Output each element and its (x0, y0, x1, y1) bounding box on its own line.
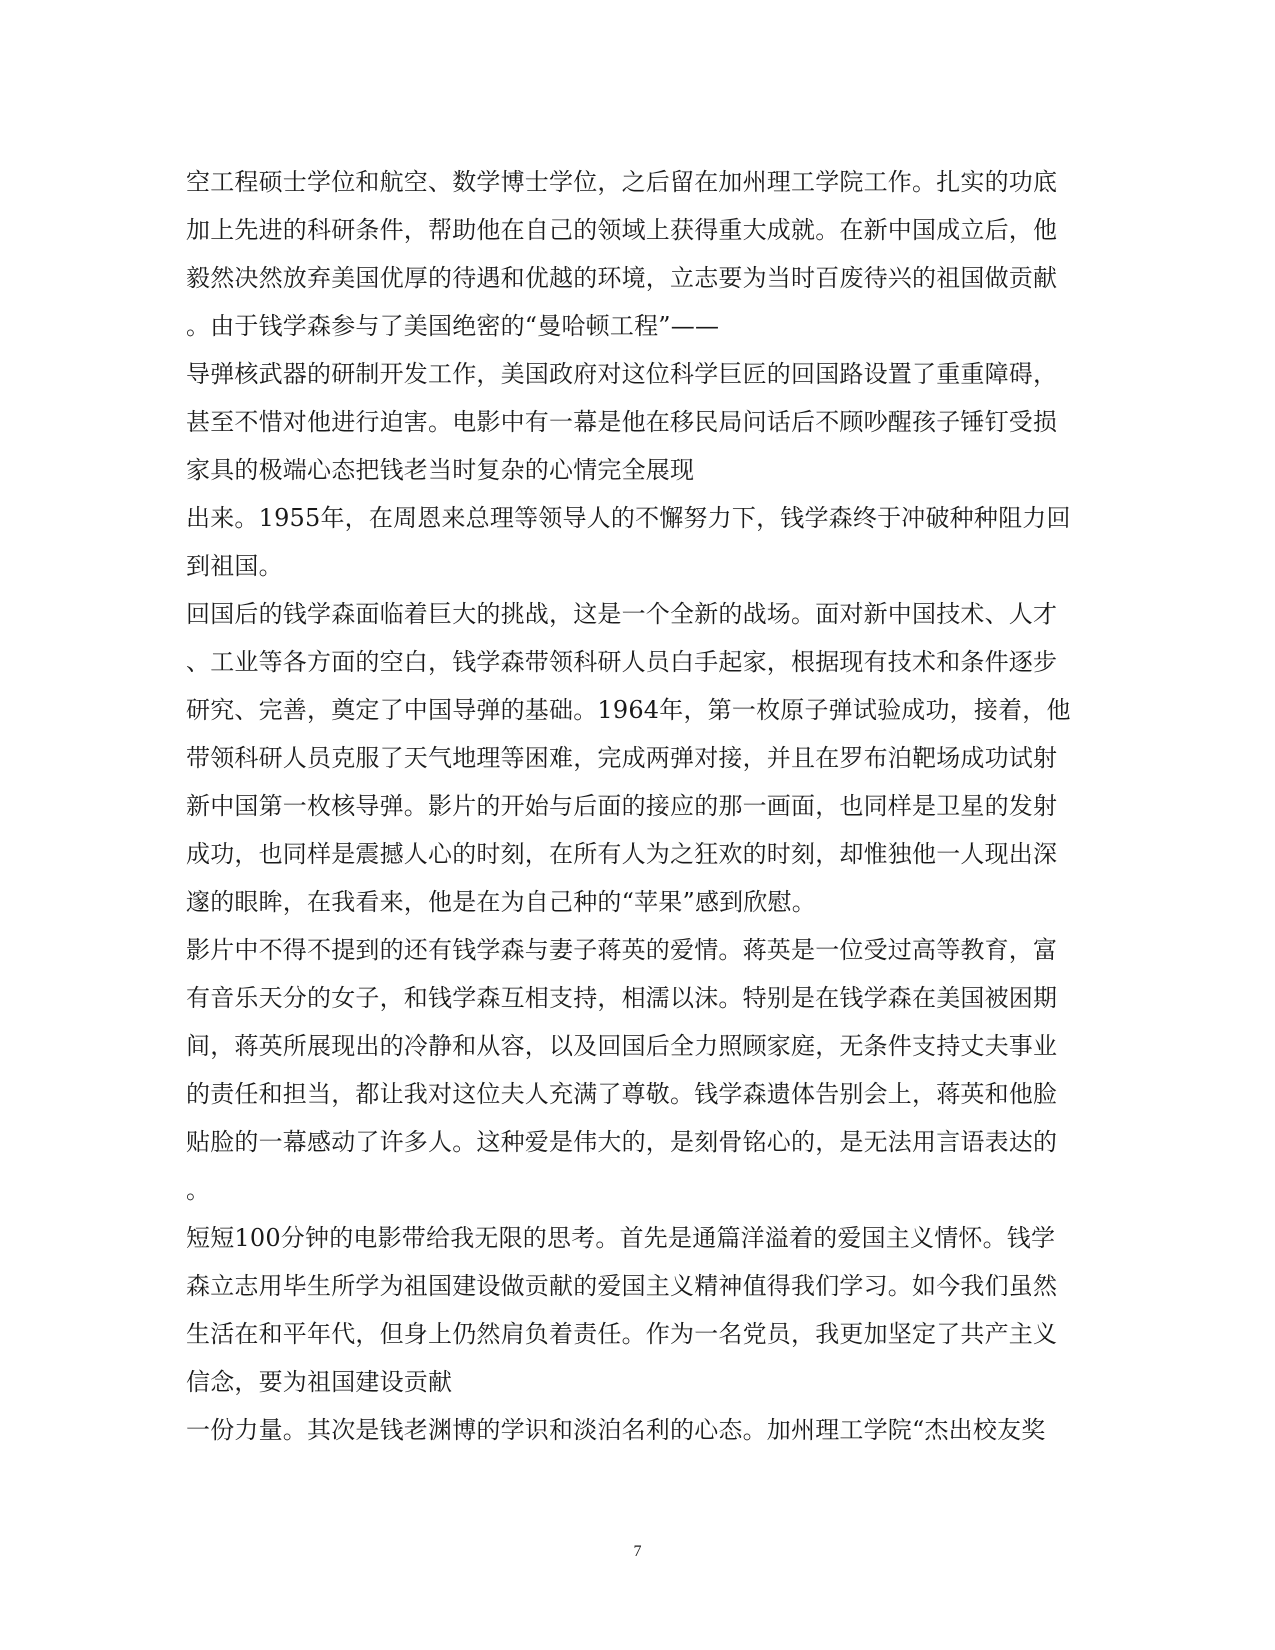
page-number: 7 (633, 1543, 642, 1560)
text-line: 信念，要为祖国建设贡献 (186, 1368, 453, 1396)
text-line: 、工业等各方面的空白，钱学森带领科研人员白手起家，根据现有技术和条件逐步 (186, 648, 1058, 676)
text-line: 毅然决然放弃美国优厚的待遇和优越的环境，立志要为当时百废待兴的祖国做贡献 (186, 264, 1058, 292)
text-line: 生活在和平年代，但身上仍然肩负着责任。作为一名党员，我更加坚定了共产主义 (186, 1320, 1058, 1348)
text-line: 加上先进的科研条件，帮助他在自己的领域上获得重大成就。在新中国成立后，他 (186, 216, 1058, 244)
text-line: 有音乐天分的女子，和钱学森互相支持，相濡以沫。特别是在钱学森在美国被困期 (186, 984, 1058, 1012)
text-line: 回国后的钱学森面临着巨大的挑战，这是一个全新的战场。面对新中国技术、人才 (186, 600, 1058, 628)
text-line: 到祖国。 (186, 552, 283, 580)
text-line: 一份力量。其次是钱老渊博的学识和淡泊名利的心态。加州理工学院“杰出校友奖 (186, 1416, 1046, 1444)
text-line: 森立志用毕生所学为祖国建设做贡献的爱国主义精神值得我们学习。如今我们虽然 (186, 1272, 1058, 1300)
text-line: 空工程硕士学位和航空、数学博士学位，之后留在加州理工学院工作。扎实的功底 (186, 168, 1058, 196)
text-line: 。由于钱学森参与了美国绝密的“曼哈顿工程”—— (186, 312, 720, 340)
text-line: 新中国第一枚核导弹。影片的开始与后面的接应的那一画面，也同样是卫星的发射 (186, 792, 1058, 820)
text-line: 带领科研人员克服了天气地理等困难，完成两弹对接，并且在罗布泊靶场成功试射 (186, 744, 1058, 772)
text-line: 出来。1955年，在周恩来总理等领导人的不懈努力下，钱学森终于冲破种种阻力回 (186, 504, 1071, 532)
text-line: 短短100分钟的电影带给我无限的思考。首先是通篇洋溢着的爱国主义情怀。钱学 (186, 1224, 1056, 1252)
text-line: 成功，也同样是震撼人心的时刻，在所有人为之狂欢的时刻，却惟独他一人现出深 (186, 840, 1058, 868)
text-line: 甚至不惜对他进行迫害。电影中有一幕是他在移民局问话后不顾吵醒孩子锤钉受损 (186, 408, 1058, 436)
text-line: 研究、完善，奠定了中国导弹的基础。1964年，第一枚原子弹试验成功，接着，他 (186, 696, 1071, 724)
body-text (186, 158, 1086, 1454)
text-line: 的责任和担当，都让我对这位夫人充满了尊敬。钱学森遗体告别会上，蒋英和他脸 (186, 1080, 1058, 1108)
text-line: 间，蒋英所展现出的冷静和从容，以及回国后全力照顾家庭，无条件支持丈夫事业 (186, 1032, 1058, 1060)
text-line: 贴脸的一幕感动了许多人。这种爱是伟大的，是刻骨铭心的，是无法用言语表达的 (186, 1128, 1058, 1156)
text-line: 家具的极端心态把钱老当时复杂的心情完全展现 (186, 456, 695, 484)
text-line: 导弹核武器的研制开发工作，美国政府对这位科学巨匠的回国路设置了重重障碍， (186, 360, 1058, 388)
text-line: 影片中不得不提到的还有钱学森与妻子蒋英的爱情。蒋英是一位受过高等教育，富 (186, 936, 1058, 964)
text-line: 邃的眼眸，在我看来，他是在为自己种的“苹果”感到欣慰。 (186, 888, 816, 916)
text-line: 。 (186, 1176, 211, 1204)
